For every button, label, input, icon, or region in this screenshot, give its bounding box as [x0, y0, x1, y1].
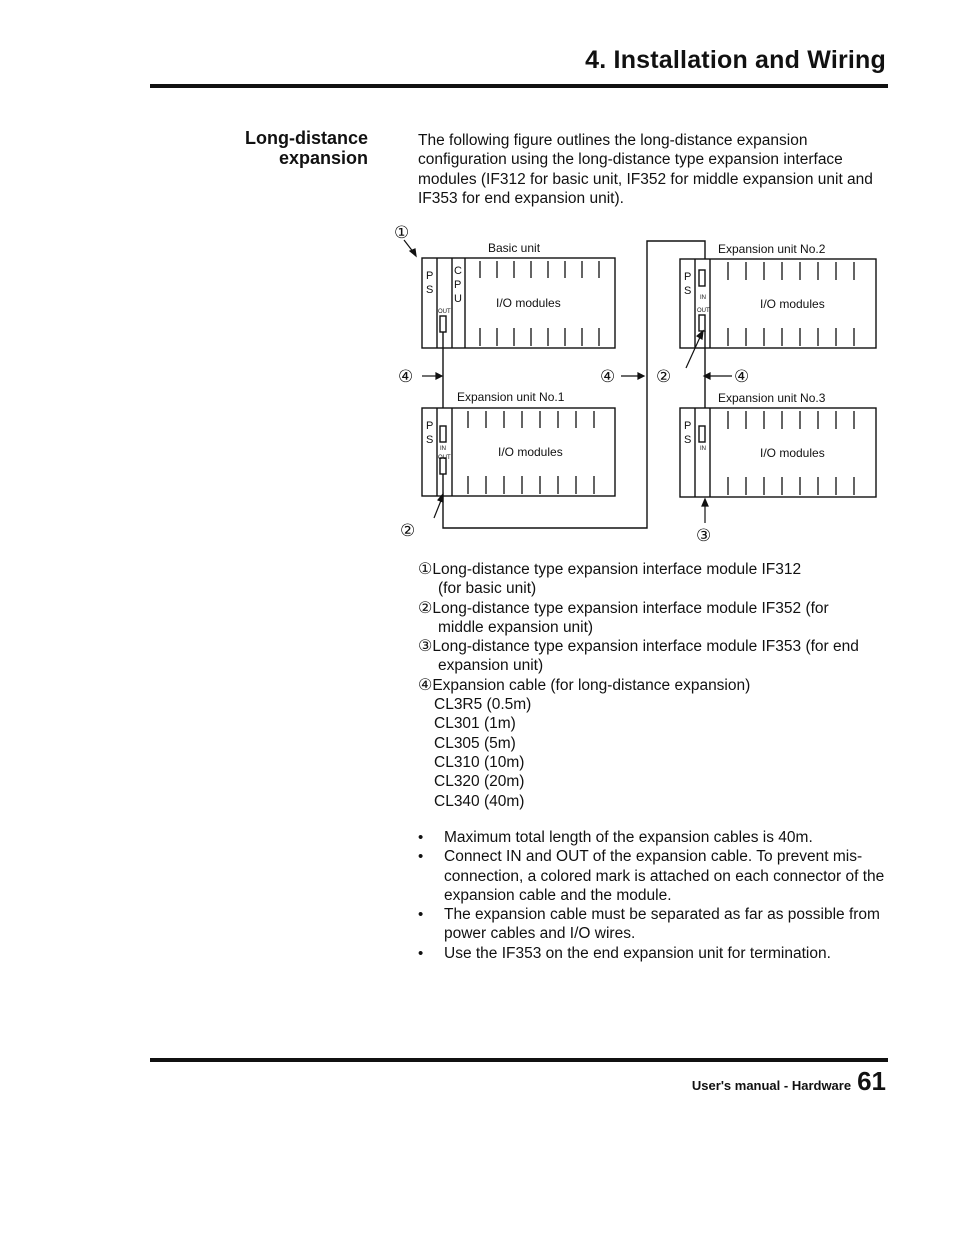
- legend-text-1: Long-distance type expansion interface module IF312: [432, 561, 802, 578]
- basic-unit-ps-s: S: [426, 284, 434, 296]
- expansion-unit-2-in-port: [699, 270, 705, 286]
- section-heading-line2: expansion: [278, 148, 368, 168]
- exp1-in-label: IN: [440, 446, 446, 452]
- page-footer: [692, 1066, 886, 1097]
- cable-item: CL3R5 (0.5m): [434, 696, 532, 714]
- expansion-configuration-diagram: [392, 218, 892, 553]
- expansion-unit-1-io-label: I/O modules: [498, 445, 563, 459]
- legend-text-4: Expansion cable (for long-distance expansion): [432, 676, 751, 694]
- cable-list: [418, 695, 898, 811]
- note-item: • The expansion cable must be separated as far as possible from power cables and I/O wires.: [418, 905, 888, 944]
- section-heading-line1: Long-distance: [244, 128, 368, 148]
- note-item: • Maximum total length of the expansion cables is 40m.: [418, 828, 888, 847]
- note-item: • Connect IN and OUT of the expansion cable. To prevent mis-connection, a colored mark is attached on each connector of the expansion cable and the module.: [418, 847, 888, 905]
- expansion-unit-2-out-port: [699, 315, 705, 331]
- expansion-unit-2-label: Expansion unit No.2: [718, 242, 826, 256]
- page-number: 61: [857, 1066, 886, 1096]
- legend-mark-1: ①: [418, 561, 433, 578]
- legend-mark-2: ②: [418, 599, 433, 617]
- cable-item: CL310 (10m): [434, 753, 525, 771]
- header-rule: [150, 84, 888, 88]
- cable-item: CL320 (20m): [434, 773, 525, 791]
- exp2-ps-p: P: [684, 271, 692, 283]
- legend-cont-3: expansion unit): [438, 657, 544, 675]
- expansion-unit-3-label: Expansion unit No.3: [718, 391, 826, 405]
- marker-1: ①: [394, 223, 410, 242]
- exp1-ps-p: P: [426, 420, 434, 432]
- basic-unit-out-port: [440, 316, 446, 332]
- expansion-unit-2-io-label: I/O modules: [760, 297, 825, 311]
- legend-item-4: [418, 676, 898, 811]
- footer-label: User's manual - Hardware: [691, 1078, 852, 1093]
- cable-item: CL305 (5m): [434, 734, 516, 752]
- expansion-unit-3-io-label: I/O modules: [760, 446, 825, 460]
- legend: [418, 560, 898, 811]
- basic-unit-out-label: OUT: [438, 309, 451, 315]
- cable-item: CL340 (40m): [434, 792, 525, 810]
- cable-item: CL301 (1m): [434, 715, 516, 733]
- exp2-ps-s: S: [684, 285, 692, 297]
- basic-unit-cpu-u: U: [454, 293, 462, 305]
- exp2-out-label: OUT: [697, 308, 710, 314]
- exp3-ps-p: P: [684, 420, 692, 432]
- exp2-in-label: IN: [700, 295, 706, 301]
- expansion-unit-1-label: Expansion unit No.1: [457, 390, 565, 404]
- legend-text-2: Long-distance type expansion interface module IF352 (for: [432, 599, 829, 617]
- section-heading: [180, 128, 368, 168]
- marker-4-left: ④: [398, 367, 414, 386]
- legend-cont-1: (for basic unit): [438, 580, 537, 598]
- marker-2-bottom: ②: [400, 521, 416, 540]
- footer-rule: [150, 1058, 888, 1062]
- legend-text-3: Long-distance type expansion interface module IF353 (for end: [432, 638, 859, 656]
- page-header-title: 4. Installation and Wiring: [585, 46, 886, 74]
- basic-unit-cpu-c: C: [454, 265, 462, 277]
- legend-mark-4: ④: [418, 676, 433, 694]
- marker-4-right: ④: [734, 367, 750, 386]
- basic-unit-label: Basic unit: [488, 241, 541, 255]
- legend-mark-3: ③: [418, 638, 433, 656]
- marker-3-bottom: ③: [696, 526, 712, 545]
- expansion-unit-1-in-port: [440, 426, 446, 442]
- exp3-in-label: IN: [700, 446, 706, 452]
- basic-unit-cpu-p: P: [454, 279, 462, 291]
- marker-4-middle: ④: [600, 367, 616, 386]
- notes-list: [418, 828, 888, 963]
- exp3-ps-s: S: [684, 434, 692, 446]
- expansion-unit-3-in-port: [699, 426, 705, 442]
- legend-cont-2: middle expansion unit): [438, 618, 594, 636]
- basic-unit-ps-p: P: [426, 270, 434, 282]
- intro-paragraph: The following figure outlines the long-distance expansion configuration using the long-distance type expansion interface modules (IF312 for basic unit, IF352 for middle expansion unit and IF353 for end expansion unit).: [418, 132, 873, 207]
- note-item: • Use the IF353 on the end expansion unit for termination.: [418, 944, 888, 963]
- exp1-ps-s: S: [426, 434, 434, 446]
- legend-item-2: [418, 599, 898, 638]
- basic-unit-io-label: I/O modules: [496, 296, 561, 310]
- marker-2-middle: ②: [656, 367, 672, 386]
- exp1-out-label: OUT: [438, 455, 451, 461]
- legend-item-1: [418, 560, 898, 599]
- legend-item-3: [418, 637, 898, 676]
